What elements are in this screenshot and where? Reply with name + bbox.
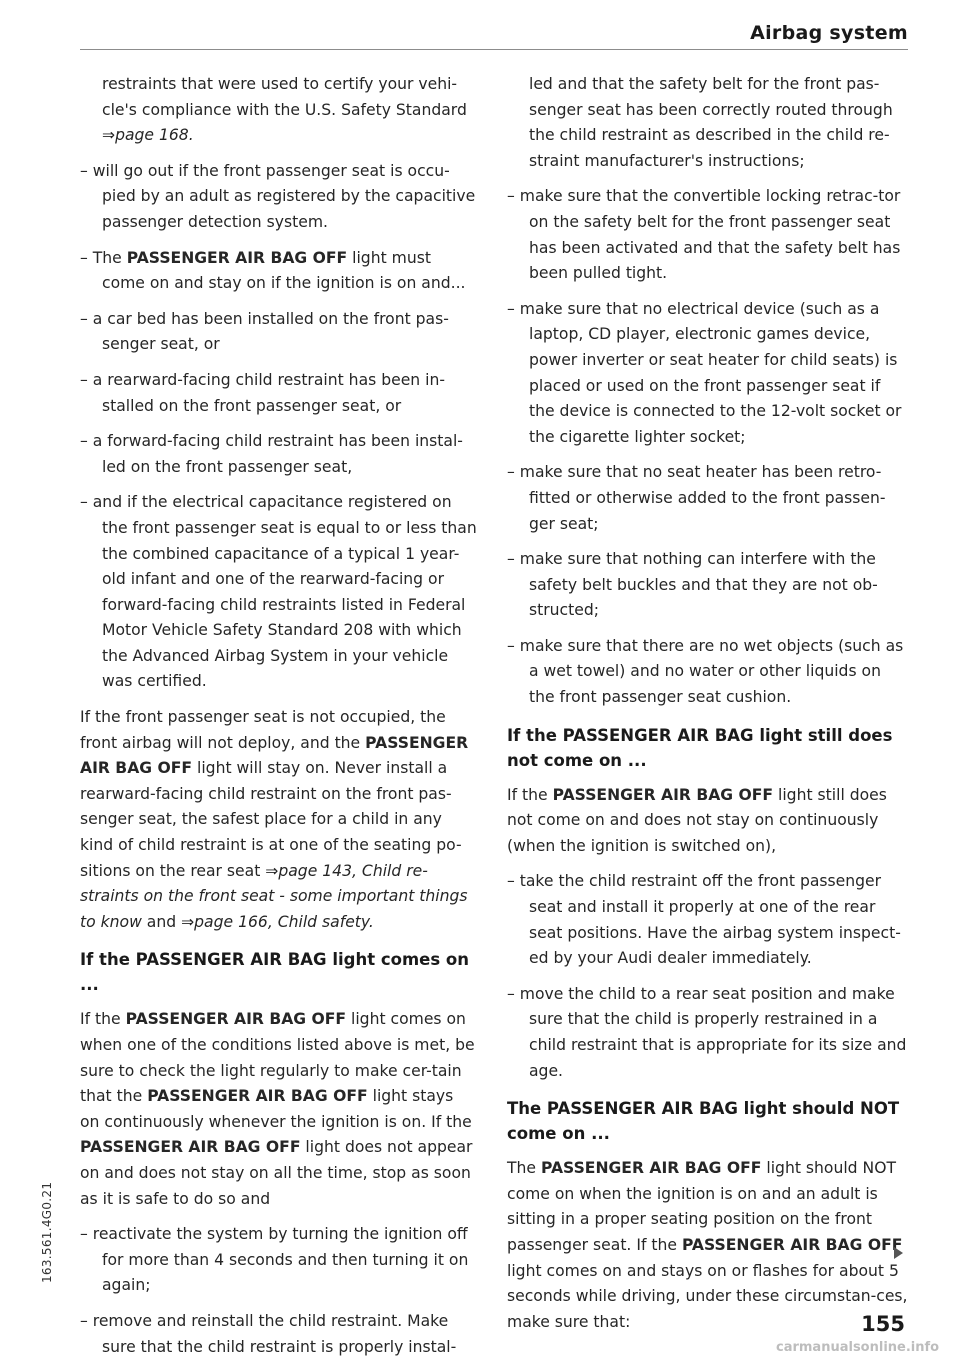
list-item: – make sure that there are no wet objects (such as a wet towel) and no water or other liquids on the front passenger seat cushion. (507, 636, 904, 707)
list-item: – take the child restraint off the front passenger seat and install it properly at one of the rear seat positions. Have the airbag system inspect-ed by your Audi dealer immediately. (507, 872, 901, 968)
text: If the front passenger seat is not occupied, the front airbag will not deploy, and the (80, 708, 446, 752)
indicator-name: PASSENGER AIR BAG OFF (147, 1087, 368, 1106)
page-reference-link[interactable]: ⇒page 166, Child safety. (181, 912, 374, 931)
text: restraints that were used to certify your vehi-cle's compliance with the U.S. Safety Standard (102, 75, 467, 119)
list-item: – make sure that no seat heater has been retro-fitted or otherwise added to the front passen-ger seat; (507, 463, 886, 533)
paragraph (507, 783, 909, 860)
list-item: – make sure that nothing can interfere with the safety belt buckles and that they are not ob-structed; (507, 550, 878, 620)
indicator-name: PASSENGER AIR BAG OFF (80, 1138, 301, 1157)
text: light should NOT come on when the ignition is on and an adult is sitting in a proper seating position on the front passenger seat. If the (507, 1159, 896, 1254)
section-heading: If the PASSENGER AIR BAG light still does not come on ... (507, 725, 893, 770)
section-heading: The PASSENGER AIR BAG light should NOT come on ... (507, 1099, 900, 1144)
text: – The (80, 248, 127, 267)
continue-arrow-icon (894, 1247, 903, 1259)
paragraph (80, 1007, 477, 1212)
paragraph (80, 705, 477, 935)
document-code: 163.561.4G0.21 (40, 1181, 54, 1283)
indicator-name: PASSENGER AIR BAG OFF (125, 1010, 347, 1029)
list-item: – and if the electrical capacitance registered on the front passenger seat is equal to or less than the combined capacitance of a typical 1 year-old infant and one of the rearward-facing or forward-facing child restraints listed in Federal Motor Vehicle Safety Standard 208 with which the Advanced Airbag System in your vehicle was certified. (80, 493, 477, 691)
indicator-name: PASSENGER AIR BAG OFF (552, 785, 774, 804)
text: and (141, 912, 182, 931)
text: light comes on when one of the conditions listed above is met, be sure to check the light regularly to make cer-tain that the (80, 1010, 475, 1106)
right-column (507, 72, 909, 1345)
page-reference-link[interactable]: ⇒page 143, Child re-straints on the front seat - some important things to know (80, 861, 468, 931)
list-item-continued: led and that the safety belt for the front pas-senger seat has been correctly routed through the child restraint as described in the child re-straint manufacturer's instructions; (529, 75, 893, 170)
list-item: – move the child to a rear seat position and make sure that the child is properly restrained in a child restraint that is appropriate for its size and age. (507, 984, 907, 1080)
list-item: – reactivate the system by turning the ignition off for more than 4 seconds and then turning it on again; (80, 1225, 469, 1295)
text: light must come on and stay on if the ignition is on and... (102, 248, 466, 293)
text: light comes on and stays on or flashes for about 5 seconds while driving, under these circumstan-ces, make sure that: (507, 1261, 908, 1331)
text: light stays on continuously whenever the ignition is on. If the (80, 1087, 472, 1131)
indicator-name: PASSENGER AIR BAG OFF (681, 1235, 903, 1254)
list-item: – remove and reinstall the child restraint. Make sure that the child restraint is properly instal- (80, 1311, 457, 1356)
list-item: – a forward-facing child restraint has been instal-led on the front passenger seat, (80, 432, 463, 476)
section-heading: If the PASSENGER AIR BAG light comes on ... (80, 950, 469, 995)
indicator-name: PASSENGER AIR BAG OFF (80, 733, 469, 778)
header-rule (80, 49, 908, 50)
page-reference-link[interactable]: ⇒page 168. (102, 126, 194, 145)
paragraph (507, 1156, 909, 1335)
section-title: Airbag system (750, 22, 908, 44)
text: If the (507, 785, 553, 804)
left-column (80, 72, 477, 1370)
text: The (507, 1159, 541, 1178)
text: light still does not come on and does not stay on continuously (when the ignition is switched on), (507, 785, 887, 855)
paragraph-continued (80, 72, 477, 149)
list-item (80, 246, 477, 297)
watermark: carmanualsonline.info (776, 1340, 940, 1355)
indicator-name: PASSENGER AIR BAG OFF (126, 248, 348, 267)
list-item: – a rearward-facing child restraint has been in-stalled on the front passenger seat, or (80, 370, 445, 415)
list-item: – make sure that the convertible locking retrac-tor on the safety belt for the front passenger seat has been activated and that the safety belt has been pulled tight. (507, 187, 901, 283)
indicator-name: PASSENGER AIR BAG OFF (540, 1159, 762, 1178)
list-item: – will go out if the front passenger seat is occu-pied by an adult as registered by the capacitive passenger detection system. (80, 161, 476, 231)
text: light does not appear on and does not stay on all the time, stop as soon as it is safe to do so and (80, 1138, 473, 1208)
text: light will stay on. Never install a rearward-facing child restraint on the front pas-senger seat, the safest place for a child in any kind of child restraint is at one of the seating po-sitions on the rear seat (80, 759, 462, 880)
page-number: 155 (861, 1312, 905, 1336)
list-item: – make sure that no electrical device (such as a laptop, CD player, electronic games device, power inverter or seat heater for child seats) is placed or used on the front passenger seat if the device is connected to the 12-volt socket or the cigarette lighter socket; (507, 299, 902, 446)
text: If the (80, 1010, 126, 1029)
list-item: – a car bed has been installed on the front pas-senger seat, or (80, 309, 449, 354)
